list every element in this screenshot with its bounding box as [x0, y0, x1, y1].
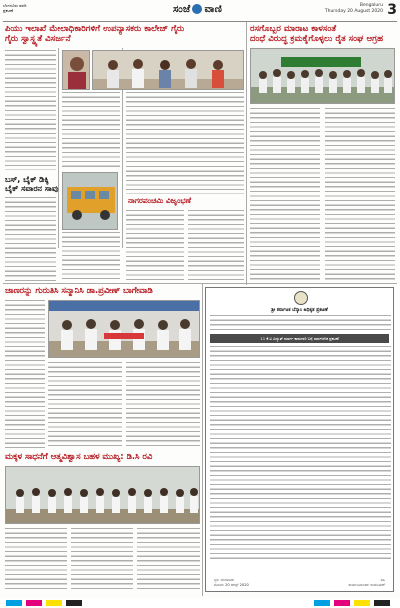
article-text: [5, 528, 67, 590]
students-photo: [5, 466, 200, 524]
yellow-mark: [46, 600, 62, 606]
magenta-mark: [26, 600, 42, 606]
article-text: [126, 166, 244, 194]
article-text: [137, 528, 200, 590]
notice-designation: ಕಾರ್ಯನಿರ್ವಾಹಕ ಇಂಜಿನಿಯರ್: [348, 582, 385, 587]
article-text: [71, 528, 133, 590]
notice-sign: ಸಹಿ: [380, 578, 385, 583]
column-rule: [202, 284, 203, 596]
cyan-mark: [314, 600, 330, 606]
black-mark: [66, 600, 82, 606]
headline-bottom-left: ಮಕ್ಕಳ ಸಾಧನೆಗೆ ಆತ್ಮವಿಶ್ವಾಸ ಬಹಳ ಮುಖ್ಯ: ಡಿ.ಸಿ ರವಿ: [5, 451, 153, 461]
article-text: [188, 210, 244, 281]
article-text: [48, 362, 122, 448]
article-text: [62, 92, 120, 170]
article-text: [325, 108, 395, 283]
paper-name: [173, 4, 222, 15]
headline-line: ಪಿಯು ಇಲಾಖೆ ಮೇಲಾಧಿಕಾರಿಗಳಿಗೆ ಉಪನ್ಯಾಸಕರು ಕಾಲೇಜ್ ಗೈರು: [5, 24, 185, 34]
article-text: [5, 300, 45, 448]
notice-signatory: [348, 578, 385, 587]
notice-place: ಸ್ಥಳ: ಬೆಂಗಳೂರು: [214, 578, 234, 583]
article-text: [126, 92, 244, 162]
masthead-left: [3, 3, 26, 13]
ceremony-photo: [48, 300, 200, 358]
article-text: [5, 50, 56, 170]
headline-mid-center: ನಾಗರಪಂಚಮಿ ವಿಜೃಂಭಣೆ: [128, 196, 192, 205]
masthead-left-line: ಬೆಂಗಳೂರು ವರದಿ: [3, 3, 27, 8]
paper-name-left: ಸಂಜೆ: [173, 4, 191, 15]
portrait-photo: [62, 50, 90, 90]
cyan-mark: [6, 600, 22, 606]
masthead: [3, 2, 397, 22]
article-text: [62, 232, 120, 281]
article-text: [126, 362, 200, 448]
headline-line: ಬೈಕ್ ಸವಾರನ ಸಾವು: [5, 184, 59, 194]
article-text: [5, 197, 56, 281]
black-mark: [374, 600, 390, 606]
notice-subject-bar: 11 ಕೆ.ವಿ ವಿದ್ಯುತ್ ಮಾರ್ಗ ಕಾಮಗಾರಿ ಬಗ್ಗೆ ಸಾರ್ವಜನಿಕ ಪ್ರಕಟಣೆ: [210, 334, 389, 343]
yellow-mark: [354, 600, 370, 606]
headline-line: ಬಸ್, ಬೈಕ್ ಡಿಕ್ಕಿ: [5, 175, 49, 184]
group-photo: [92, 50, 244, 90]
masthead-city: Bengaluru: [359, 3, 383, 8]
notice-intro: [210, 315, 391, 332]
section-rule: [3, 283, 397, 284]
masthead-dateline: [325, 3, 383, 14]
farmers-protest-photo: [250, 48, 395, 104]
notice-place-date: [214, 578, 249, 587]
headline-line: ಗೈರು ಸ್ವಾಸ್ಥ್ಯತೆ ವಿಸರ್ಜನೆ: [5, 33, 71, 44]
headline-top-left: [5, 25, 205, 45]
accident-photo: [62, 172, 118, 230]
headline-line: ದಂಧೆ ವಿರುದ್ಧ ಕ್ರಮಕೈಗೊಳ್ಳಲು ರೈತ ಸಂಘ ಆಗ್ರಹ: [250, 33, 384, 44]
headline-line: ರಸಗೊಬ್ಬರ ಮಾರಾಟ ಕಾಳಸಂತೆ: [250, 24, 337, 34]
article-text: [250, 108, 320, 283]
headline-top-right: [250, 25, 395, 45]
notice-title: ಶ್ರೀ ಕರ್ನಾಟಕ ಬೆಸ್ಕಾಂ ಅಧಿಕೃತ ಪ್ರಕಟಣೆ: [271, 308, 328, 313]
masthead-left-line: ಪ್ರಕಟಣೆ: [3, 8, 14, 13]
emblem-icon: [294, 291, 308, 305]
notice-body: [210, 346, 391, 560]
article-text: [126, 210, 184, 281]
masthead-date: Thursday 20 August 2020: [324, 8, 383, 14]
notice-date: ದಿನಾಂಕ: 20 ಆಗಸ್ಟ್ 2020: [214, 582, 249, 587]
magenta-mark: [334, 600, 350, 606]
globe-logo-icon: [192, 4, 202, 14]
public-notice: [205, 287, 394, 592]
page-number: 3: [387, 2, 397, 18]
column-rule: [246, 22, 247, 285]
column-rule: [58, 48, 59, 248]
paper-name-right: ವಾಣಿ: [204, 4, 223, 15]
print-registration-strip: [0, 598, 400, 608]
headline-lower-left: ಜಾಣರನ್ನು ಗುರುತಿಸಿ ಸನ್ಮಾನಿಸಿ ಡಾ.ಪ್ರವೀಣ್ ಬಾಗೇವಾಡಿ: [5, 285, 153, 295]
